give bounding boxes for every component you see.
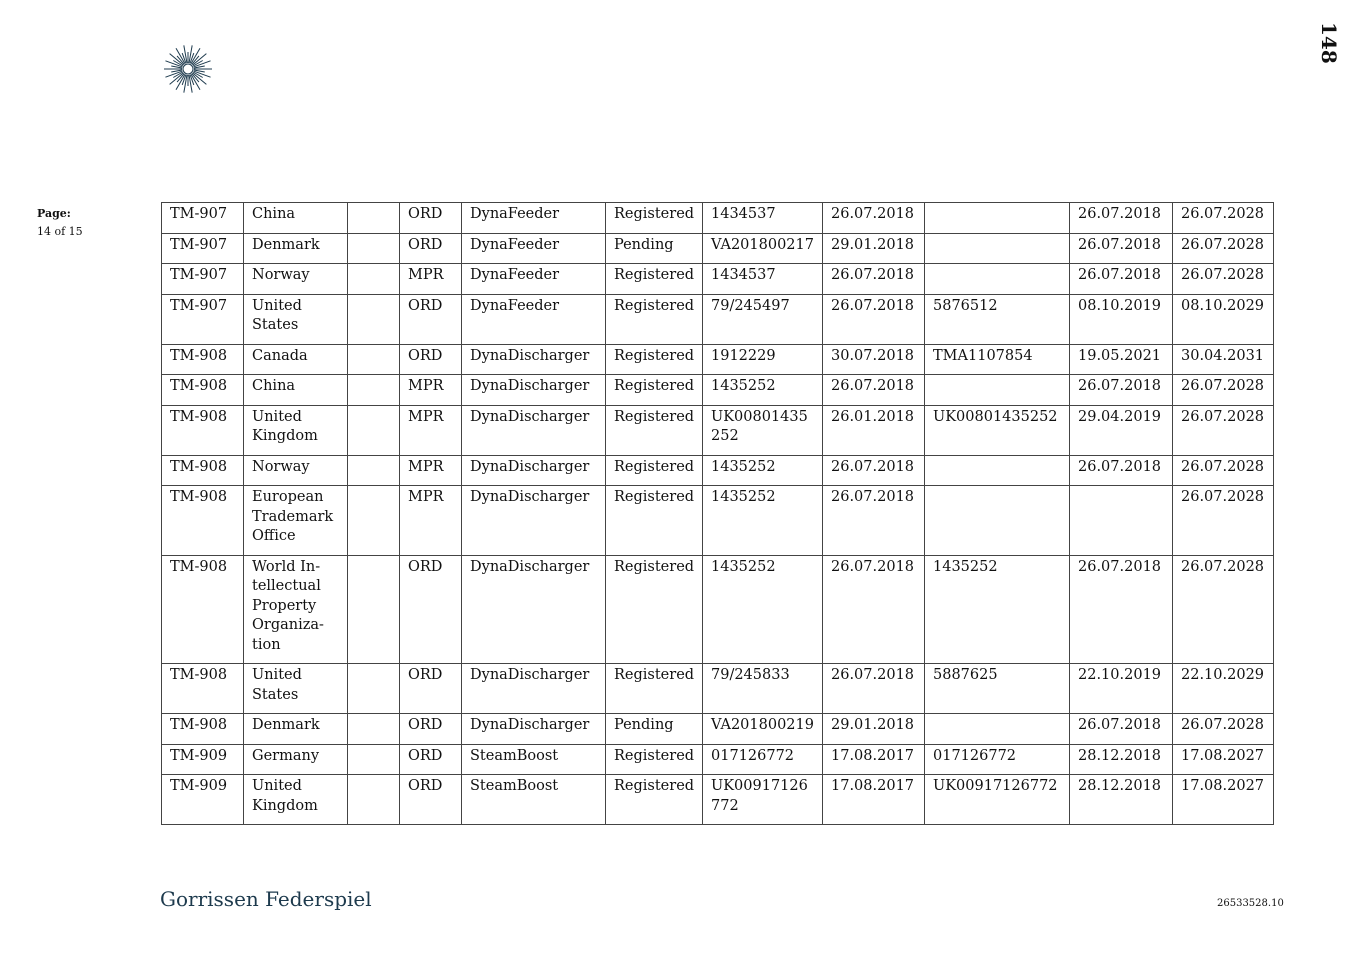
mark-name-cell: DynaDischarger xyxy=(462,714,606,745)
application-date-cell: 26.07.2018 xyxy=(823,486,925,556)
blank-cell xyxy=(348,233,400,264)
tm-ref-cell: TM-909 xyxy=(162,744,244,775)
country-cell: Norway xyxy=(244,264,348,295)
application-date-cell: 26.07.2018 xyxy=(823,375,925,406)
registration-number-cell xyxy=(925,264,1070,295)
table-row xyxy=(162,405,1274,455)
renewal-date-cell: 26.07.2028 xyxy=(1173,203,1274,234)
application-date-cell: 17.08.2017 xyxy=(823,744,925,775)
type-cell: ORD xyxy=(400,344,462,375)
country-cell: Denmark xyxy=(244,714,348,745)
mark-name-cell: DynaFeeder xyxy=(462,233,606,264)
renewal-date-cell: 26.07.2028 xyxy=(1173,375,1274,406)
application-date-cell: 29.01.2018 xyxy=(823,233,925,264)
registration-date-cell: 28.12.2018 xyxy=(1070,744,1173,775)
blank-cell xyxy=(348,405,400,455)
mark-name-cell: DynaDischarger xyxy=(462,405,606,455)
sunburst-logo-icon xyxy=(160,45,216,93)
application-date-cell: 29.01.2018 xyxy=(823,714,925,745)
renewal-date-cell: 08.10.2029 xyxy=(1173,294,1274,344)
application-number-cell: 017126772 xyxy=(703,744,823,775)
country-cell: European Trademark Office xyxy=(244,486,348,556)
table-row xyxy=(162,714,1274,745)
country-cell: China xyxy=(244,203,348,234)
registration-date-cell: 26.07.2018 xyxy=(1070,264,1173,295)
table-row xyxy=(162,775,1274,825)
registration-date-cell: 08.10.2019 xyxy=(1070,294,1173,344)
mark-name-cell: DynaFeeder xyxy=(462,294,606,344)
mark-name-cell: DynaDischarger xyxy=(462,375,606,406)
type-cell: ORD xyxy=(400,233,462,264)
status-cell: Registered xyxy=(606,744,703,775)
status-cell: Registered xyxy=(606,294,703,344)
registration-number-cell xyxy=(925,714,1070,745)
tm-ref-cell: TM-908 xyxy=(162,664,244,714)
tm-ref-cell: TM-908 xyxy=(162,555,244,664)
application-date-cell: 26.01.2018 xyxy=(823,405,925,455)
application-number-cell: UK00917126772 xyxy=(703,775,823,825)
status-cell: Registered xyxy=(606,555,703,664)
table-row xyxy=(162,344,1274,375)
type-cell: MPR xyxy=(400,455,462,486)
status-cell: Registered xyxy=(606,344,703,375)
type-cell: MPR xyxy=(400,405,462,455)
status-cell: Registered xyxy=(606,775,703,825)
application-number-cell: 1434537 xyxy=(703,264,823,295)
type-cell: ORD xyxy=(400,664,462,714)
country-cell: World Intellectual Property Organization xyxy=(244,555,348,664)
blank-cell xyxy=(348,775,400,825)
registration-date-cell: 26.07.2018 xyxy=(1070,455,1173,486)
tm-ref-cell: TM-908 xyxy=(162,486,244,556)
registration-date-cell: 26.07.2018 xyxy=(1070,714,1173,745)
trademark-table xyxy=(161,202,1274,825)
status-cell: Registered xyxy=(606,664,703,714)
blank-cell xyxy=(348,455,400,486)
registration-date-cell: 26.07.2018 xyxy=(1070,203,1173,234)
status-cell: Pending xyxy=(606,714,703,745)
blank-cell xyxy=(348,664,400,714)
application-date-cell: 26.07.2018 xyxy=(823,294,925,344)
application-date-cell: 26.07.2018 xyxy=(823,203,925,234)
type-cell: MPR xyxy=(400,264,462,295)
registration-number-cell: 5876512 xyxy=(925,294,1070,344)
table-row xyxy=(162,203,1274,234)
table-row xyxy=(162,233,1274,264)
renewal-date-cell: 26.07.2028 xyxy=(1173,264,1274,295)
tm-ref-cell: TM-908 xyxy=(162,375,244,406)
status-cell: Registered xyxy=(606,203,703,234)
registration-number-cell: 1435252 xyxy=(925,555,1070,664)
table-row xyxy=(162,294,1274,344)
blank-cell xyxy=(348,264,400,295)
blank-cell xyxy=(348,486,400,556)
renewal-date-cell: 26.07.2028 xyxy=(1173,455,1274,486)
mark-name-cell: SteamBoost xyxy=(462,744,606,775)
type-cell: ORD xyxy=(400,714,462,745)
application-number-cell: VA201800219 xyxy=(703,714,823,745)
status-cell: Registered xyxy=(606,455,703,486)
tm-ref-cell: TM-908 xyxy=(162,344,244,375)
mark-name-cell: SteamBoost xyxy=(462,775,606,825)
tm-ref-cell: TM-907 xyxy=(162,233,244,264)
tm-ref-cell: TM-908 xyxy=(162,455,244,486)
blank-cell xyxy=(348,375,400,406)
blank-cell xyxy=(348,555,400,664)
application-number-cell: 1435252 xyxy=(703,455,823,486)
registration-date-cell: 26.07.2018 xyxy=(1070,555,1173,664)
tm-ref-cell: TM-907 xyxy=(162,264,244,295)
table-row xyxy=(162,744,1274,775)
type-cell: ORD xyxy=(400,203,462,234)
blank-cell xyxy=(348,344,400,375)
renewal-date-cell: 30.04.2031 xyxy=(1173,344,1274,375)
page-number: 148 xyxy=(1317,22,1341,64)
registration-number-cell xyxy=(925,233,1070,264)
registration-date-cell: 19.05.2021 xyxy=(1070,344,1173,375)
registration-number-cell xyxy=(925,203,1070,234)
country-cell: China xyxy=(244,375,348,406)
mark-name-cell: DynaDischarger xyxy=(462,344,606,375)
status-cell: Pending xyxy=(606,233,703,264)
type-cell: MPR xyxy=(400,375,462,406)
renewal-date-cell: 22.10.2029 xyxy=(1173,664,1274,714)
table-row xyxy=(162,455,1274,486)
type-cell: MPR xyxy=(400,486,462,556)
table-row xyxy=(162,486,1274,556)
renewal-date-cell: 26.07.2028 xyxy=(1173,555,1274,664)
application-date-cell: 26.07.2018 xyxy=(823,455,925,486)
page-of-count: 14 of 15 xyxy=(37,225,83,238)
country-cell: United States xyxy=(244,294,348,344)
registration-number-cell: UK00917126772 xyxy=(925,775,1070,825)
status-cell: Registered xyxy=(606,405,703,455)
renewal-date-cell: 26.07.2028 xyxy=(1173,405,1274,455)
application-date-cell: 30.07.2018 xyxy=(823,344,925,375)
tm-ref-cell: TM-908 xyxy=(162,714,244,745)
application-number-cell: 1434537 xyxy=(703,203,823,234)
tm-ref-cell: TM-909 xyxy=(162,775,244,825)
application-number-cell: 1435252 xyxy=(703,375,823,406)
country-cell: Canada xyxy=(244,344,348,375)
renewal-date-cell: 26.07.2028 xyxy=(1173,714,1274,745)
registration-date-cell xyxy=(1070,486,1173,556)
blank-cell xyxy=(348,714,400,745)
country-cell: Norway xyxy=(244,455,348,486)
registration-number-cell xyxy=(925,486,1070,556)
mark-name-cell: DynaDischarger xyxy=(462,555,606,664)
blank-cell xyxy=(348,294,400,344)
status-cell: Registered xyxy=(606,264,703,295)
registration-number-cell: 017126772 xyxy=(925,744,1070,775)
renewal-date-cell: 26.07.2028 xyxy=(1173,233,1274,264)
mark-name-cell: DynaDischarger xyxy=(462,486,606,556)
application-date-cell: 26.07.2018 xyxy=(823,264,925,295)
registration-number-cell: UK00801435252 xyxy=(925,405,1070,455)
registration-date-cell: 26.07.2018 xyxy=(1070,375,1173,406)
registration-date-cell: 26.07.2018 xyxy=(1070,233,1173,264)
registration-number-cell: TMA1107854 xyxy=(925,344,1070,375)
application-date-cell: 26.07.2018 xyxy=(823,555,925,664)
application-number-cell: 79/245833 xyxy=(703,664,823,714)
type-cell: ORD xyxy=(400,775,462,825)
trademark-table-body xyxy=(162,203,1274,825)
tm-ref-cell: TM-907 xyxy=(162,203,244,234)
application-number-cell: 79/245497 xyxy=(703,294,823,344)
registration-number-cell: 5887625 xyxy=(925,664,1070,714)
table-row xyxy=(162,664,1274,714)
status-cell: Registered xyxy=(606,375,703,406)
country-cell: Denmark xyxy=(244,233,348,264)
footer-doc-ref: 26533528.10 xyxy=(1217,898,1284,909)
mark-name-cell: DynaDischarger xyxy=(462,664,606,714)
table-row xyxy=(162,375,1274,406)
country-cell: United Kingdom xyxy=(244,775,348,825)
renewal-date-cell: 17.08.2027 xyxy=(1173,775,1274,825)
application-date-cell: 17.08.2017 xyxy=(823,775,925,825)
application-number-cell: UK00801435252 xyxy=(703,405,823,455)
application-date-cell: 26.07.2018 xyxy=(823,664,925,714)
type-cell: ORD xyxy=(400,555,462,664)
mark-name-cell: DynaFeeder xyxy=(462,264,606,295)
registration-number-cell xyxy=(925,455,1070,486)
mark-name-cell: DynaFeeder xyxy=(462,203,606,234)
table-row xyxy=(162,555,1274,664)
registration-date-cell: 22.10.2019 xyxy=(1070,664,1173,714)
application-number-cell: 1912229 xyxy=(703,344,823,375)
application-number-cell: 1435252 xyxy=(703,555,823,664)
application-number-cell: VA201800217 xyxy=(703,233,823,264)
application-number-cell: 1435252 xyxy=(703,486,823,556)
registration-number-cell xyxy=(925,375,1070,406)
table-row xyxy=(162,264,1274,295)
blank-cell xyxy=(348,203,400,234)
country-cell: United Kingdom xyxy=(244,405,348,455)
status-cell: Registered xyxy=(606,486,703,556)
mark-name-cell: DynaDischarger xyxy=(462,455,606,486)
footer-firm-name: Gorrissen Federspiel xyxy=(160,887,372,911)
country-cell: Germany xyxy=(244,744,348,775)
type-cell: ORD xyxy=(400,744,462,775)
tm-ref-cell: TM-908 xyxy=(162,405,244,455)
tm-ref-cell: TM-907 xyxy=(162,294,244,344)
renewal-date-cell: 26.07.2028 xyxy=(1173,486,1274,556)
type-cell: ORD xyxy=(400,294,462,344)
country-cell: United States xyxy=(244,664,348,714)
page-label: Page: xyxy=(37,207,71,220)
blank-cell xyxy=(348,744,400,775)
renewal-date-cell: 17.08.2027 xyxy=(1173,744,1274,775)
registration-date-cell: 28.12.2018 xyxy=(1070,775,1173,825)
registration-date-cell: 29.04.2019 xyxy=(1070,405,1173,455)
